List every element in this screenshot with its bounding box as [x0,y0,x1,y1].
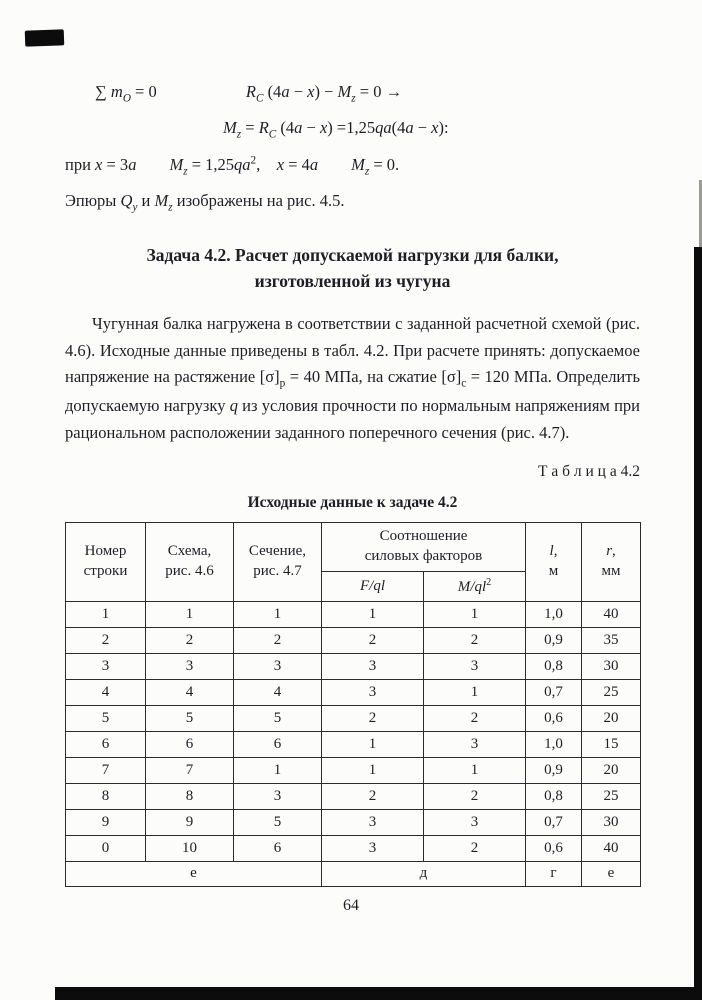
scan-artifact-bottom-bar [55,987,702,1000]
table-cell: 3 [424,810,526,836]
table-row [66,654,641,680]
table-cell: 3 [322,680,424,706]
scan-artifact-right-bar [694,247,702,1000]
table-cell: 3 [322,654,424,680]
table-cell: 1 [322,602,424,628]
table-cell: 6 [66,732,146,758]
table-cell: 8 [66,784,146,810]
table-cell: 30 [582,654,641,680]
initial-data-table [65,522,641,887]
table-footer [66,862,641,887]
task-description-paragraph: Чугунная балка нагружена в соответствии с заданной расчетной схемой (рис. 4.6). Исходные данные приведены в табл. 4.2. При расчете принять: допускаемое напряжение на растяжение $[\sigma]_р = 40$ МПа, на сжатие $[\sigma]_с = 120$ МПа. Определить допускаемую нагрузку q из условия прочности по нормальным напряжениям при рациональном расположении заданного поперечного сечения (рис. 4.7). [65,314,641,442]
table-cell: 2 [322,706,424,732]
column-header-length: l, м [526,522,582,601]
table-cell: 6 [234,836,322,862]
table-cell: 20 [582,706,641,732]
formula-reaction-equation: $R_C$ $(4a - x) - M_z = 0$ → [245,82,403,105]
table-cell: 0 [66,836,146,862]
table-cell: 0,8 [526,654,582,680]
table-cell: 1 [234,602,322,628]
footer-cell-g: г [526,862,582,887]
table-cell: 2 [424,836,526,862]
table-cell: 1 [322,732,424,758]
table-cell: 4 [234,680,322,706]
table-cell: 1 [146,602,234,628]
table-cell: 1 [424,680,526,706]
table-cell: 2 [424,784,526,810]
table-cell: 5 [146,706,234,732]
formula-line-3 [65,155,640,178]
table-cell: 10 [146,836,234,862]
formula-sum-moments: ∑ $m_O = 0$ [95,82,157,105]
table-header [66,522,641,601]
table-row [66,732,641,758]
table-cell: 9 [146,810,234,836]
table-cell: 3 [234,654,322,680]
table-row [66,706,641,732]
table-cell: 8 [146,784,234,810]
formula-line-1 [65,82,640,104]
column-header-section: Сечение, рис. 4.7 [234,522,322,601]
table-row [66,810,641,836]
formula-line-2 [65,118,640,140]
table-cell: 0,8 [526,784,582,810]
column-header-radius: r, мм [582,522,641,601]
table-cell: 2 [66,628,146,654]
table-row [66,784,641,810]
table-cell: 40 [582,602,641,628]
table-cell: 40 [582,836,641,862]
table-cell: 3 [146,654,234,680]
table-cell: 15 [582,732,641,758]
table-row [66,758,641,784]
formula-moment-expression: $M_z = R_C$ (4a − x) =1,25qa(4a − x): [223,118,449,141]
table-cell: 5 [234,706,322,732]
table-cell: 3 [322,810,424,836]
table-cell: 25 [582,680,641,706]
table-row [66,680,641,706]
table-title: Исходные данные к задаче 4.2 [247,493,458,511]
table-cell: 20 [582,758,641,784]
table-cell: 2 [424,706,526,732]
table-cell: 4 [146,680,234,706]
table-cell: 3 [234,784,322,810]
table-cell: 5 [66,706,146,732]
table-cell: 0,7 [526,810,582,836]
table-cell: 1,0 [526,732,582,758]
table-cell: 4 [66,680,146,706]
table-cell: 6 [234,732,322,758]
table-cell: 3 [322,836,424,862]
formula-moment-values: при x = 3a $M_z = 1,25qa^2$, x = 4a $M_z = 0$. [65,154,400,178]
footer-row [66,862,641,887]
footer-cell-e2: е [582,862,641,887]
column-header-row-number: Номер строки [66,522,146,601]
footer-cell-d: д [322,862,526,887]
table-cell: 5 [234,810,322,836]
table-cell: 25 [582,784,641,810]
column-subheader-fql: F/ql [322,571,424,602]
table-cell: 35 [582,628,641,654]
scan-artifact-corner [25,29,65,46]
table-cell: 2 [322,628,424,654]
diagram-reference-text: Эпюры $Q_y$ и $M_z$ изображены на рис. 4.5. [65,191,345,214]
table-cell: 1 [234,758,322,784]
table-cell: 1 [66,602,146,628]
table-cell: 2 [322,784,424,810]
table-cell: 7 [66,758,146,784]
footer-cell-e1: е [66,862,322,887]
table-cell: 1,0 [526,602,582,628]
table-cell: 1 [424,602,526,628]
column-header-scheme: Схема, рис. 4.6 [146,522,234,601]
table-cell: 7 [146,758,234,784]
table-cell: 0,6 [526,836,582,862]
table-cell: 0,6 [526,706,582,732]
table-cell: 2 [146,628,234,654]
table-cell: 0,9 [526,758,582,784]
table-row [66,602,641,628]
table-cell: 1 [322,758,424,784]
table-cell: 30 [582,810,641,836]
table-row [66,628,641,654]
page-number: 64 [343,897,359,914]
column-subheader-mql2: $M/ql^2$ [424,571,526,602]
table-cell: 0,9 [526,628,582,654]
table-cell: 3 [424,732,526,758]
table-body [66,602,641,862]
table-label: Т а б л и ц а 4.2 [538,462,640,480]
table-cell: 3 [66,654,146,680]
table-cell: 2 [234,628,322,654]
task-heading: Задача 4.2. Расчет допускаемой нагрузки для балки, изготовленной из чугуна [146,244,559,291]
table-cell: 3 [424,654,526,680]
table-cell: 2 [424,628,526,654]
table-row [66,836,641,862]
table-cell: 1 [424,758,526,784]
column-header-force-factors: Соотношение силовых факторов [322,522,526,571]
table-cell: 9 [66,810,146,836]
table-cell: 0,7 [526,680,582,706]
table-cell: 6 [146,732,234,758]
